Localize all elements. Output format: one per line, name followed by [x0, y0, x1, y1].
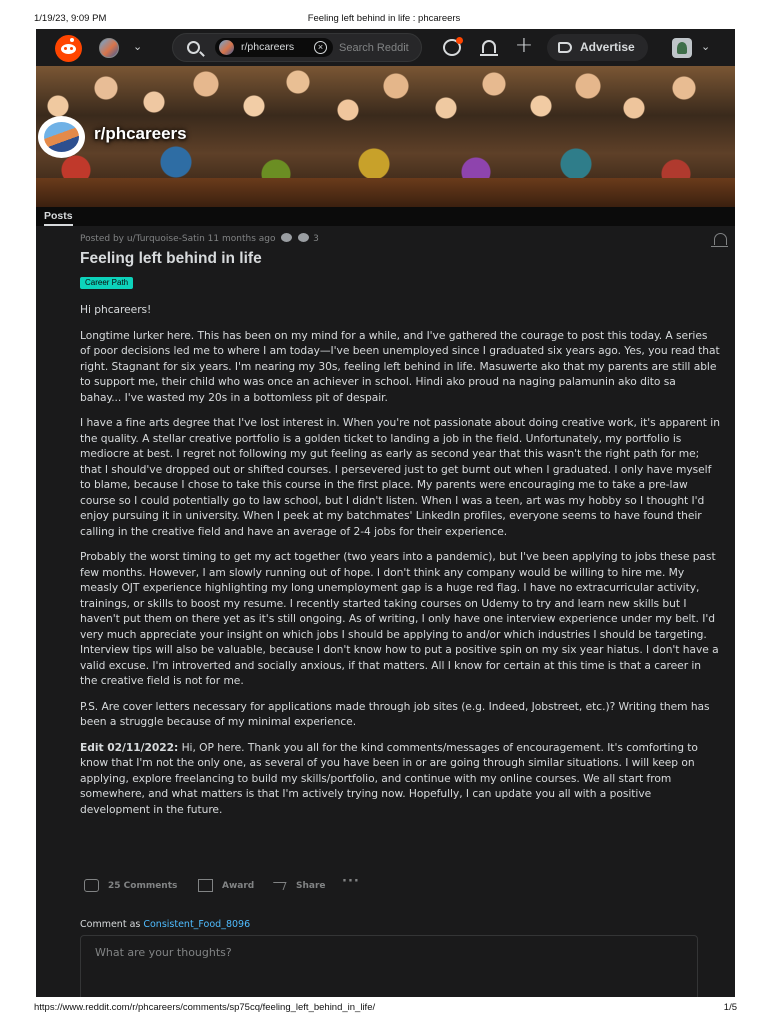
print-header	[0, 0, 768, 30]
post-paragraph: Probably the worst timing to get my act together (two years into a pandemic), but I've been applying to jobs these past few months. However, I am slowly running out of hope. I don't think any company would be willing to hire me. My measly OJT experience highlighting my long unemployment gap is a huge red flag. I have no extracurricular activity, trainings, or skills to boost my resume. I recently started taking courses on Udemy to try and learn new skills but I haven't put them on there yet as it's still ongoing. As of writing, I only have one interview experience under my belt. I'd very much appreciate your insight on which jobs I should be applying to and/or which industries I should be targeting. Interview tips will also be valuable, because I don't know how to put a positive spin on my six year hiatus. I don't have a valid excuse. I'm introverted and socially anxious, if that matters. All I know for certain at this time is that a career in the creative field is not for me.	[80, 550, 719, 687]
search-input[interactable]: Search Reddit	[339, 42, 409, 54]
search-bar[interactable]	[172, 33, 422, 62]
post-paragraph: P.S. Are cover letters necessary for applications made through job sites (e.g. Indeed, Jobstreet, etc.)? Writing them has been a struggle because of my minimal experience.	[80, 699, 710, 728]
subreddit-icon[interactable]	[38, 116, 85, 158]
comment-input[interactable]	[81, 936, 697, 997]
post-actions	[84, 876, 484, 896]
chevron-down-icon[interactable]: ⌄	[133, 40, 143, 53]
share-arrow-icon	[271, 882, 287, 890]
post-paragraph: I have a fine arts degree that I've lost interest in. When you're not passionate about doing creative work, it's apparent in the quality. A stellar creative portfolio is a golden ticket to landing a job in the field. Unfortunately, my portfolio is mediocre at best. I regret not following my gut feeling as early as second year that this wasn't the right path for me; that I should've dropped out or shifted courses. I persevered just to get burnt out when I graduated. I only have myself to blame, because I chose to take this course in the first place. My parents were encouraging me to take a pre-law course so I could potentially go to law school, but I didn't listen. When I was a teen, art was my hobby so I thought I'd enjoy pursuing it in university. When I peek at my batchmates' LinkedIn profiles, everyone seems to have found their calling in the creative field and have an average of 2-4 jobs for their experience.	[80, 416, 720, 538]
share-label: Share	[296, 881, 326, 891]
community-mini-icon	[219, 40, 234, 55]
search-community-chip[interactable]	[215, 38, 333, 57]
edit-text: Hi, OP here. Thank you all for the kind comments/messages of encouragement. It's comforting to know that I'm not the only one, as several of you have been in or are going through similar situations. I will keep on applying, explore freelancing to build my skills/portfolio, and continue with my online courses. We all start from somewhere, and what matters is that I'm actively trying now. Hopefully, I can update you all with a positive development in the future.	[80, 740, 698, 816]
post-meta	[80, 233, 319, 244]
post-edit-note	[80, 740, 720, 818]
post-paragraph: Hi phcareers!	[80, 303, 152, 316]
print-page-title: Feeling left behind in life : phcareers	[307, 13, 461, 24]
search-icon	[187, 41, 200, 54]
print-footer	[0, 998, 768, 1024]
user-menu-chevron-icon[interactable]: ⌄	[701, 40, 711, 53]
print-page-number: 1/5	[723, 1002, 737, 1013]
award-icon	[298, 233, 309, 242]
tab-posts[interactable]: Posts	[44, 210, 73, 226]
award-label: Award	[222, 881, 255, 891]
follow-post-bell-icon[interactable]	[714, 233, 727, 245]
comment-username-link[interactable]: Consistent_Food_8096	[143, 919, 251, 930]
post-flair[interactable]: Career Path	[80, 277, 133, 289]
comment-box	[80, 935, 698, 997]
award-count: 3	[313, 234, 319, 244]
subreddit-banner	[36, 66, 735, 207]
comment-as-line	[80, 919, 250, 930]
notification-bell-icon[interactable]	[482, 40, 496, 53]
post-author-time[interactable]: Posted by u/Turquoise-Satin 11 months ago	[80, 234, 276, 244]
comment-icon	[84, 879, 99, 892]
post-paragraph: Longtime lurker here. This has been on my mind for a while, and I've gathered the courage to post this today. A series of poor decisions led me to where I am today—I've been unemployed since I graduated six years ago. Yes, you read that right. Stagnant for six years. I'm nearing my 30s, feeling left behind in life. Masuwerte ako that my parents are still able to support me, their child who was once an achiever in school. Hindi ako proud na naging palamunin ako dito sa bahay... I've wasted my 20s in a bottomless pit of despair.	[80, 328, 720, 404]
more-options-icon[interactable]: ···	[342, 874, 360, 889]
post-title: Feeling left behind in life	[80, 250, 262, 267]
advertise-button[interactable]	[547, 34, 648, 61]
comments-label: 25 Comments	[108, 881, 178, 891]
clear-chip-icon[interactable]: ×	[314, 41, 327, 54]
award-icon	[281, 233, 292, 242]
create-post-plus-icon[interactable]: +	[514, 33, 534, 58]
subreddit-name[interactable]: r/phcareers	[94, 124, 187, 143]
post-card	[36, 226, 735, 997]
search-community-chip-label: r/phcareers	[241, 41, 295, 53]
megaphone-icon	[558, 42, 572, 53]
subreddit-tabs	[36, 207, 735, 226]
post-body	[80, 302, 720, 827]
reddit-app	[36, 29, 735, 997]
chat-icon[interactable]	[443, 39, 461, 56]
comment-as-prefix: Comment as	[80, 919, 144, 930]
community-switcher-icon[interactable]	[99, 38, 119, 58]
reddit-logo-icon[interactable]	[55, 35, 82, 62]
print-date: 1/19/23, 9:09 PM	[34, 13, 107, 24]
award-gift-icon	[198, 879, 213, 892]
print-url: https://www.reddit.com/r/phcareers/comments/sp75cq/feeling_left_behind_in_life/	[34, 1002, 376, 1013]
edit-label: Edit 02/11/2022:	[80, 740, 179, 754]
advertise-label: Advertise	[580, 40, 635, 54]
top-nav	[36, 29, 735, 66]
user-avatar[interactable]	[672, 38, 692, 58]
